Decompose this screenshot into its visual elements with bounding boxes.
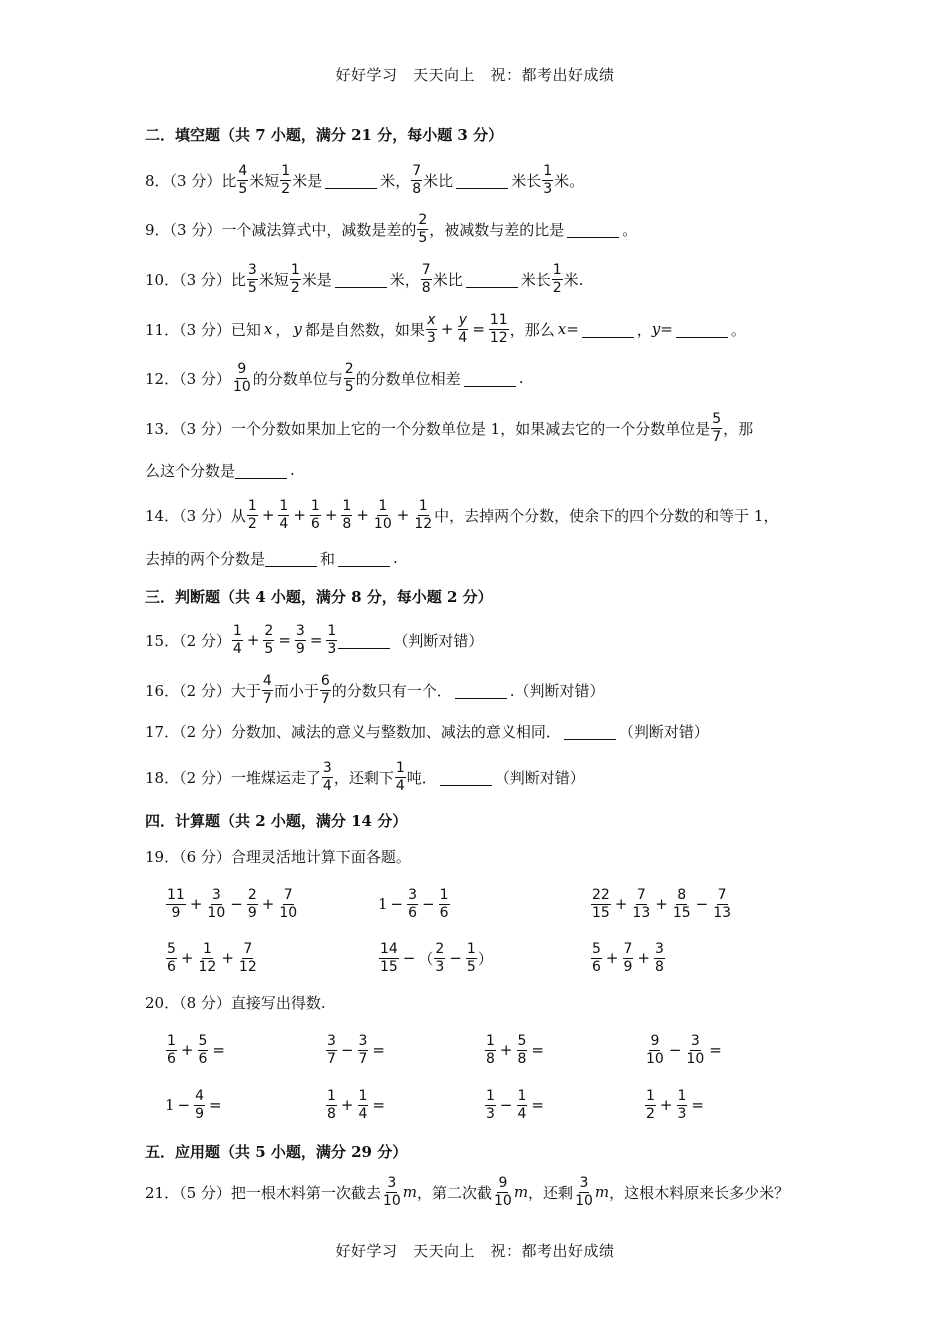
fraction: $\frac{3}{5}$ bbox=[247, 261, 257, 296]
expression: $\frac{1}{8}$ + $\frac{1}{4}$ = bbox=[327, 1087, 385, 1122]
expression: 1 − $\frac{3}{6}$ − $\frac{1}{6}$ bbox=[378, 886, 449, 921]
question-10: 10．（3 分）比 $\frac{3}{5}$ 米短 $\frac{1}{2}$ 米是 米， $\frac{7}{8}$ 米比 米长 $\frac{1}{2}$ 米. bbox=[145, 261, 584, 296]
fraction: $\frac{3}{10}$ bbox=[207, 886, 226, 921]
answer-blank[interactable] bbox=[325, 172, 377, 189]
fraction: $\frac{5}{7}$ bbox=[712, 410, 722, 445]
answer-blank[interactable] bbox=[338, 632, 390, 649]
fraction: $\frac{1}{3}$ bbox=[486, 1087, 495, 1122]
answer-blank[interactable] bbox=[265, 550, 317, 567]
fraction: $\frac{1}{12}$ bbox=[414, 497, 433, 532]
expression: $\frac{5}{6}$ + $\frac{7}{9}$ + $\frac{3}{8}$ bbox=[592, 940, 664, 975]
fraction: $\frac{x}{3}$ bbox=[426, 311, 436, 346]
fraction: $\frac{7}{12}$ bbox=[238, 940, 257, 975]
fraction: $\frac{1}{2}$ bbox=[552, 261, 562, 296]
section-fill-blank-title: 二．填空题（共 7 小题，满分 21 分，每小题 3 分） bbox=[145, 126, 504, 144]
fraction: $\frac{7}{13}$ bbox=[713, 886, 732, 921]
fraction: $\frac{2}{5}$ bbox=[264, 622, 274, 657]
fraction: $\frac{1}{2}$ bbox=[646, 1087, 655, 1122]
fraction: $\frac{9}{10}$ bbox=[493, 1174, 512, 1209]
fraction: $\frac{y}{4}$ bbox=[458, 311, 468, 346]
fraction: $\frac{1}{10}$ bbox=[373, 497, 392, 532]
fraction: $\frac{7}{8}$ bbox=[421, 261, 431, 296]
fraction: $\frac{3}{8}$ bbox=[655, 940, 664, 975]
fraction: $\frac{3}{7}$ bbox=[358, 1032, 368, 1067]
fraction: $\frac{1}{4}$ bbox=[232, 622, 242, 657]
fraction: $\frac{2}{5}$ bbox=[418, 211, 428, 246]
fraction: $\frac{1}{6}$ bbox=[439, 886, 449, 921]
answer-blank[interactable] bbox=[455, 682, 507, 699]
fraction: $\frac{5}{6}$ bbox=[167, 940, 176, 975]
answer-blank[interactable] bbox=[338, 550, 390, 567]
expression: $\frac{1}{6}$ + $\frac{5}{6}$ = bbox=[167, 1032, 225, 1067]
fraction: $\frac{3}{10}$ bbox=[382, 1174, 401, 1209]
question-17: 17．（2 分）分数加、减法的意义与整数加、减法的意义相同． （判断对错） bbox=[145, 722, 709, 741]
section-calculation-title: 四．计算题（共 2 小题，满分 14 分） bbox=[145, 812, 408, 830]
fraction: $\frac{7}{8}$ bbox=[412, 162, 422, 197]
fraction: $\frac{14}{15}$ bbox=[380, 940, 398, 975]
fraction: $\frac{2}{9}$ bbox=[247, 886, 257, 921]
fraction: $\frac{2}{5}$ bbox=[344, 360, 354, 395]
fraction: $\frac{1}{2}$ bbox=[247, 497, 257, 532]
answer-blank[interactable] bbox=[676, 321, 728, 338]
question-15: 15．（2 分） $\frac{1}{4}$ + $\frac{2}{5}$ = $\frac{3}{9}$ = $\frac{1}{3}$ （判断对错） bbox=[145, 622, 484, 657]
answer-blank[interactable] bbox=[582, 321, 634, 338]
fraction: $\frac{22}{15}$ bbox=[592, 886, 610, 921]
section-true-false-title: 三．判断题（共 4 小题，满分 8 分，每小题 2 分） bbox=[145, 588, 493, 606]
fraction: $\frac{1}{5}$ bbox=[466, 940, 476, 975]
fraction: $\frac{5}{8}$ bbox=[517, 1032, 527, 1067]
answer-blank[interactable] bbox=[456, 172, 508, 189]
fraction: $\frac{6}{7}$ bbox=[320, 672, 330, 707]
fraction: $\frac{1}{12}$ bbox=[198, 940, 217, 975]
expression: $\frac{3}{7}$ − $\frac{3}{7}$ = bbox=[327, 1032, 385, 1067]
fraction: $\frac{8}{15}$ bbox=[672, 886, 691, 921]
question-9: 9．（3 分）一个减法算式中，减数是差的 $\frac{2}{5}$ ，被减数与差的比是 。 bbox=[145, 211, 638, 246]
fraction: $\frac{4}{9}$ bbox=[195, 1087, 205, 1122]
fraction: $\frac{9}{10}$ bbox=[232, 360, 251, 395]
fraction: $\frac{7}{9}$ bbox=[623, 940, 633, 975]
expression: $\frac{5}{6}$ + $\frac{1}{12}$ + $\frac{7}{12}$ bbox=[167, 940, 257, 975]
fraction: $\frac{1}{4}$ bbox=[358, 1087, 368, 1122]
fraction: $\frac{1}{3}$ bbox=[677, 1087, 687, 1122]
fraction: $\frac{3}{10}$ bbox=[575, 1174, 593, 1209]
fraction: $\frac{1}{8}$ bbox=[486, 1032, 495, 1067]
question-16: 16．（2 分）大于 $\frac{4}{7}$ 而小于 $\frac{6}{7}$ 的分数只有一个． .（判断对错） bbox=[145, 672, 605, 707]
fraction: $\frac{3}{6}$ bbox=[408, 886, 418, 921]
fraction: $\frac{3}{10}$ bbox=[686, 1032, 705, 1067]
fraction: $\frac{3}{9}$ bbox=[295, 622, 305, 657]
fraction: $\frac{7}{13}$ bbox=[632, 886, 651, 921]
q8-text: 8．（3 分）比 bbox=[145, 171, 237, 190]
fraction: $\frac{1}{2}$ bbox=[281, 162, 291, 197]
fraction: $\frac{3}{4}$ bbox=[322, 759, 332, 794]
answer-blank[interactable] bbox=[567, 221, 619, 238]
page-footer: 好好学习 天天向上 祝：都考出好成绩 bbox=[335, 1242, 615, 1260]
expression: $\frac{1}{2}$ + $\frac{1}{3}$ = bbox=[646, 1087, 704, 1122]
fraction: $\frac{4}{7}$ bbox=[262, 672, 272, 707]
question-14: 14．（3 分）从 $\frac{1}{2}$ + $\frac{1}{4}$ + $\frac{1}{6}$ + $\frac{1}{8}$ + $\frac{1}{10}$ + $\frac{1}{12}$ 中，去掉两个分数，使余下的四个分数的和等于 1， bbox=[145, 497, 779, 532]
fraction: $\frac{1}{4}$ bbox=[517, 1087, 527, 1122]
question-14-line2: 去掉的两个分数是 和 . bbox=[145, 549, 398, 568]
answer-blank[interactable] bbox=[466, 271, 518, 288]
expression: $\frac{14}{15}$ − （ $\frac{2}{3}$ − $\frac{1}{5}$ ） bbox=[380, 940, 493, 975]
answer-blank[interactable] bbox=[235, 462, 287, 479]
fraction: $\frac{1}{8}$ bbox=[327, 1087, 336, 1122]
question-20: 20．（8 分）直接写出得数. bbox=[145, 993, 326, 1012]
section-application-title: 五．应用题（共 5 小题，满分 29 分） bbox=[145, 1143, 408, 1161]
answer-blank[interactable] bbox=[335, 271, 387, 288]
page-header: 好好学习 天天向上 祝：都考出好成绩 bbox=[335, 66, 615, 84]
question-13-line2: 么这个分数是 . bbox=[145, 461, 295, 480]
fraction: $\frac{1}{4}$ bbox=[279, 497, 289, 532]
fraction: $\frac{1}{8}$ bbox=[342, 497, 352, 532]
fraction: $\frac{1}{3}$ bbox=[543, 162, 553, 197]
question-21: 21．（5 分）把一根木料第一次截去 $\frac{3}{10}$ m ，第二次截 $\frac{9}{10}$ m ，还剩 $\frac{3}{10}$ m ，这根木料原来长多少米？ bbox=[145, 1174, 790, 1209]
expression: $\frac{11}{9}$ + $\frac{3}{10}$ − $\frac{2}{9}$ + $\frac{7}{10}$ bbox=[167, 886, 298, 921]
question-8: 8．（3 分）比 $\frac{4}{5}$ 米短 $\frac{1}{2}$ 米是 米， $\frac{7}{8}$ 米比 米长 $\frac{1}{3}$ 米。 bbox=[145, 162, 585, 197]
fraction: $\frac{11}{9}$ bbox=[167, 886, 185, 921]
answer-blank[interactable] bbox=[464, 370, 516, 387]
question-11: 11．（3 分）已知 x ， y 都是自然数，如果 $\frac{x}{3}$ + $\frac{y}{4}$ = $\frac{11}{12}$ ，那么 x = ， y = 。 bbox=[145, 311, 746, 346]
fraction: $\frac{2}{3}$ bbox=[435, 940, 445, 975]
answer-blank[interactable] bbox=[564, 723, 616, 740]
fraction: $\frac{9}{10}$ bbox=[646, 1032, 664, 1067]
question-18: 18．（2 分）一堆煤运走了 $\frac{3}{4}$ ，还剩下 $\frac{1}{4}$ 吨． （判断对错） bbox=[145, 759, 585, 794]
fraction: $\frac{4}{5}$ bbox=[238, 162, 248, 197]
fraction: $\frac{1}{6}$ bbox=[310, 497, 320, 532]
question-13: 13．（3 分）一个分数如果加上它的一个分数单位是 1，如果减去它的一个分数单位是 $\frac{5}{7}$ ，那 bbox=[145, 410, 754, 445]
expression: 1 − $\frac{4}{9}$ = bbox=[165, 1087, 222, 1122]
fraction: $\frac{1}{2}$ bbox=[290, 261, 300, 296]
expression: $\frac{1}{3}$ − $\frac{1}{4}$ = bbox=[486, 1087, 544, 1122]
fraction: $\frac{5}{6}$ bbox=[592, 940, 601, 975]
fraction: $\frac{1}{6}$ bbox=[167, 1032, 176, 1067]
answer-blank[interactable] bbox=[440, 769, 492, 786]
fraction: $\frac{5}{6}$ bbox=[198, 1032, 208, 1067]
expression: $\frac{22}{15}$ + $\frac{7}{13}$ + $\frac{8}{15}$ − $\frac{7}{13}$ bbox=[592, 886, 732, 921]
fraction: $\frac{1}{4}$ bbox=[395, 759, 405, 794]
fraction: $\frac{1}{3}$ bbox=[327, 622, 337, 657]
fraction: $\frac{3}{7}$ bbox=[327, 1032, 336, 1067]
question-19: 19．（6 分）合理灵活地计算下面各题。 bbox=[145, 847, 411, 866]
fraction: $\frac{7}{10}$ bbox=[279, 886, 298, 921]
expression: $\frac{1}{8}$ + $\frac{5}{8}$ = bbox=[486, 1032, 544, 1067]
question-12: 12．（3 分） $\frac{9}{10}$ 的分数单位与 $\frac{2}{5}$ 的分数单位相差 . bbox=[145, 360, 524, 395]
fraction: $\frac{11}{12}$ bbox=[489, 311, 508, 346]
expression: $\frac{9}{10}$ − $\frac{3}{10}$ = bbox=[646, 1032, 722, 1067]
